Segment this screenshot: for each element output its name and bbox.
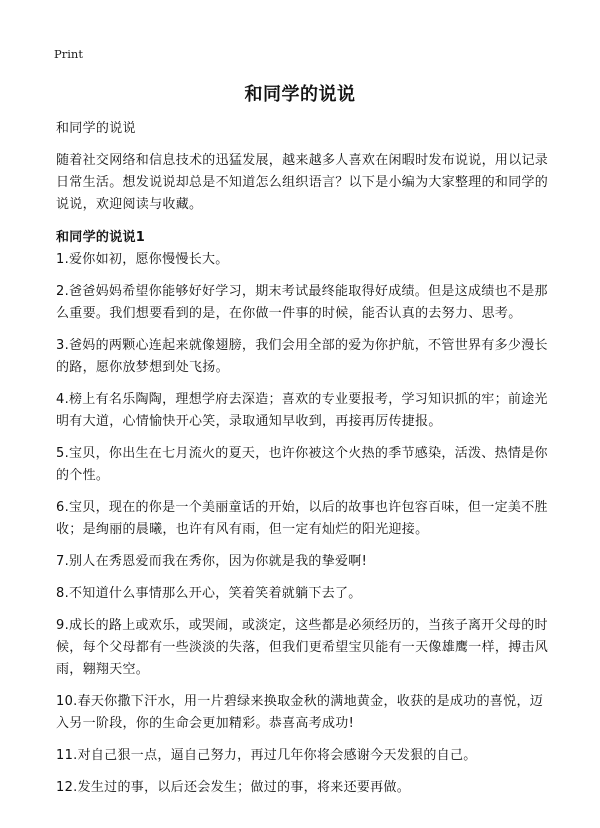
list-item: 6.宝贝，现在的你是一个美丽童话的开始，以后的故事也许包容百味，但一定美不胜收；是绚丽的晨曦，也许有风有雨，但一定有灿烂的阳光迎接。 (56, 500, 548, 537)
section-heading: 和同学的说说1 (56, 230, 146, 245)
list-item: 7.别人在秀恩爱而我在秀你，因为你就是我的挚爱啊! (56, 554, 368, 569)
page-title: 和同学的说说 (244, 84, 356, 105)
article-body (56, 118, 556, 809)
list-item: 1.爱你如初，愿你慢慢长大。 (56, 252, 229, 267)
list-item: 10.春天你撒下汗水，用一片碧绿来换取金秋的满地黄金，收获的是成功的喜悦，迈入另一阶段，你的生命会更加精彩。恭喜高考成功! (56, 694, 544, 731)
list-item: 11.对自己狠一点，逼自己努力，再过几年你将会感谢今天发狠的自己。 (56, 748, 477, 763)
print-link[interactable]: Print (54, 47, 83, 61)
article-subtitle: 和同学的说说 (56, 121, 136, 136)
quote-list (56, 249, 556, 799)
list-item: 5.宝贝，你出生在七月流火的夏天，也许你被这个火热的季节感染，活泼、热情是你的个性。 (56, 446, 548, 483)
list-item: 4.榜上有名乐陶陶，理想学府去深造；喜欢的专业要报考，学习知识抓的牢；前途光明有大道，心情愉快开心笑，录取通知早收到，再接再厉传捷报。 (56, 392, 548, 429)
list-item: 12.发生过的事，以后还会发生；做过的事，将来还要再做。 (56, 780, 411, 795)
list-item: 8.不知道什么事情那么开心，笑着笑着就躺下去了。 (56, 586, 362, 601)
list-item: 3.爸妈的两颗心连起来就像翅膀，我们会用全部的爱为你护航，不管世界有多少漫长的路，愿你放梦想到处飞扬。 (56, 338, 548, 375)
list-item: 2.爸爸妈妈希望你能够好好学习，期末考试最终能取得好成绩。但是这成绩也不是那么重要。我们想要看到的是，在你做一件事的时候，能否认真的去努力、思考。 (56, 284, 548, 321)
list-item: 9.成长的路上或欢乐，或哭闹，或淡定，这些都是必须经历的，当孩子离开父母的时候，每个父母都有一些淡淡的失落，但我们更希望宝贝能有一天像雄鹰一样，搏击风雨，翱翔天空。 (56, 618, 549, 677)
intro-paragraph: 随着社交网络和信息技术的迅猛发展，越来越多人喜欢在闲暇时发布说说，用以记录日常生活。想发说说却总是不知道怎么组织语言？以下是小编为大家整理的和同学的说说，欢迎阅读与收藏。 (56, 153, 549, 212)
